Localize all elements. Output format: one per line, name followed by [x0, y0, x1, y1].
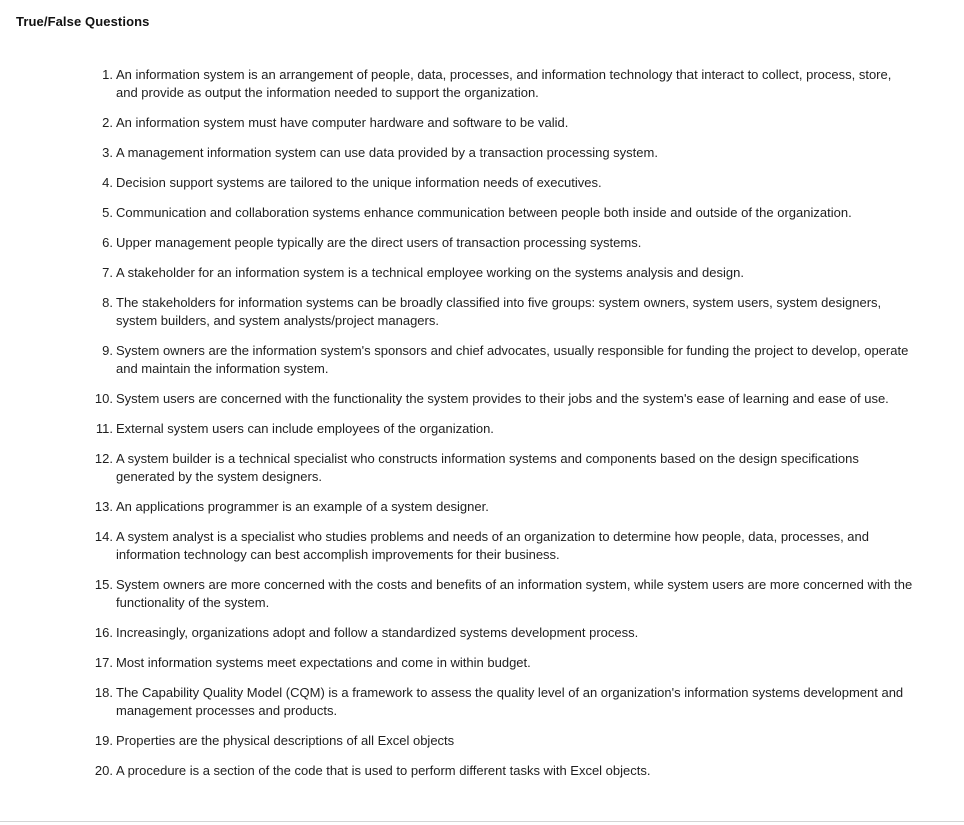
question-item — [0, 144, 964, 162]
question-number: 1. — [102, 67, 113, 82]
question-list — [0, 66, 964, 792]
question-item — [0, 342, 964, 378]
question-item — [0, 576, 964, 612]
question-text: Most information systems meet expectations and come in within budget. — [116, 655, 531, 670]
bottom-divider — [0, 821, 964, 822]
question-number: 18. — [94, 685, 113, 700]
question-number: 10. — [94, 391, 113, 406]
question-item — [0, 174, 964, 192]
question-item — [0, 390, 964, 408]
question-number: 9. — [102, 343, 113, 358]
question-text: Communication and collaboration systems enhance communication between people both inside and outside of the organization. — [116, 205, 852, 220]
question-number: 14. — [94, 529, 113, 544]
question-number: 20. — [94, 763, 113, 778]
question-text: System owners are the information system's sponsors and chief advocates, usually responsible for funding the project to develop, operate and maintain the information system. — [116, 343, 909, 376]
question-text: An applications programmer is an example of a system designer. — [116, 499, 489, 514]
question-item — [0, 498, 964, 516]
question-text: A management information system can use data provided by a transaction processing system. — [116, 145, 658, 160]
question-number: 17. — [94, 655, 113, 670]
question-number: 19. — [94, 733, 113, 748]
question-text: A procedure is a section of the code that is used to perform different tasks with Excel objects. — [116, 763, 651, 778]
question-text: An information system is an arrangement of people, data, processes, and information technology that interact to collect, process, store, and provide as output the information needed to support the organization. — [116, 67, 892, 100]
question-number: 16. — [94, 625, 113, 640]
question-item — [0, 420, 964, 438]
question-number: 15. — [94, 577, 113, 592]
question-number: 7. — [102, 265, 113, 280]
question-text: The stakeholders for information systems can be broadly classified into five groups: system owners, system users, system designers, system builders, and system analysts/project managers. — [116, 295, 882, 328]
question-item — [0, 234, 964, 252]
question-number: 4. — [102, 175, 113, 190]
question-item — [0, 294, 964, 330]
question-number: 5. — [102, 205, 113, 220]
question-item — [0, 114, 964, 132]
question-item — [0, 732, 964, 750]
question-text: Increasingly, organizations adopt and follow a standardized systems development process. — [116, 625, 639, 640]
question-item — [0, 624, 964, 642]
question-number: 2. — [102, 115, 113, 130]
question-number: 11. — [95, 421, 113, 436]
page-title: True/False Questions — [16, 14, 150, 29]
question-number: 6. — [102, 235, 113, 250]
question-item — [0, 264, 964, 282]
question-text: Upper management people typically are the direct users of transaction processing systems. — [116, 235, 642, 250]
question-number: 8. — [102, 295, 113, 310]
question-item — [0, 204, 964, 222]
question-item — [0, 654, 964, 672]
question-item — [0, 450, 964, 486]
question-text: External system users can include employees of the organization. — [116, 421, 494, 436]
question-text: A system analyst is a specialist who studies problems and needs of an organization to determine how people, data, processes, and information technology can best accomplish improvements for their business. — [116, 529, 869, 562]
question-number: 13. — [94, 499, 113, 514]
question-text: Decision support systems are tailored to the unique information needs of executives. — [116, 175, 602, 190]
question-text: A system builder is a technical specialist who constructs information systems and components based on the design specifications generated by the system designers. — [116, 451, 859, 484]
question-text: An information system must have computer hardware and software to be valid. — [116, 115, 569, 130]
question-number: 12. — [94, 451, 113, 466]
question-number: 3. — [102, 145, 113, 160]
question-item — [0, 762, 964, 780]
question-text: The Capability Quality Model (CQM) is a framework to assess the quality level of an organization's information systems development and management processes and products. — [116, 685, 904, 718]
question-text: System users are concerned with the functionality the system provides to their jobs and the system's ease of learning and ease of use. — [116, 391, 889, 406]
question-text: A stakeholder for an information system is a technical employee working on the systems analysis and design. — [116, 265, 744, 280]
question-item — [0, 66, 964, 102]
question-text: Properties are the physical descriptions of all Excel objects — [116, 733, 455, 748]
question-text: System owners are more concerned with the costs and benefits of an information system, while system users are more concerned with the functionality of the system. — [116, 577, 913, 610]
question-item — [0, 528, 964, 564]
question-item — [0, 684, 964, 720]
